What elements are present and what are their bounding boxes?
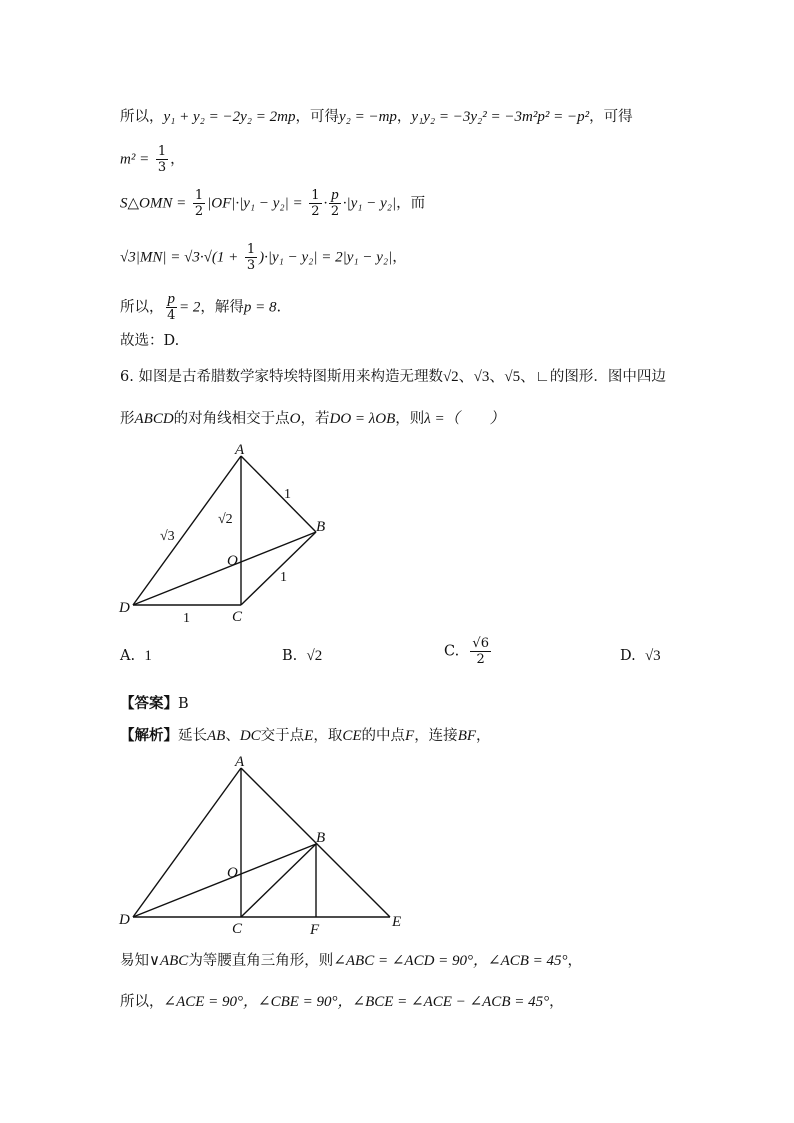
label-a: A xyxy=(235,754,245,770)
option-d[interactable]: D. √3 xyxy=(620,648,661,664)
edge-label-bc: 1 xyxy=(280,570,287,585)
label-o: O xyxy=(227,553,238,569)
fraction: $\frac{√6}{2}$ xyxy=(472,636,489,667)
solution-line-1: 所以，y₁ + y₂ = −2y₂ = 2mp，可得y₂ = −mp，y₁y₂ = −3y₂² = −3m²p² = −p²，可得 xyxy=(120,109,633,125)
diagonal-db xyxy=(133,532,316,605)
edge-label-ac: √2 xyxy=(218,512,233,527)
fraction: $\frac{p}{2}$ xyxy=(330,187,340,219)
edge-ae xyxy=(241,768,390,917)
solution-line-2: m² = $\frac{1}{3}$ ， xyxy=(120,144,185,175)
question-6-line-1: 6. 如图是古希腊数学家特埃特图斯用来构造无理数√2、√3、√5、∟的图形．图中四边 xyxy=(120,369,666,385)
fraction: $\frac{1}{2}$ xyxy=(311,188,320,219)
label-o: O xyxy=(227,865,238,881)
edge-ad xyxy=(133,768,241,917)
edge-label-dc: 1 xyxy=(183,611,190,626)
label-c: C xyxy=(232,609,243,625)
label-c: C xyxy=(232,921,243,937)
analysis-line: 【解析】延长AB、DC交于点E，取CE的中点F，连接BF， xyxy=(120,727,491,744)
edge-bc xyxy=(241,532,316,605)
option-a[interactable]: A. 1 xyxy=(120,648,152,664)
option-c[interactable]: C. $\frac{√6}{2}$ xyxy=(444,636,489,667)
edge-db xyxy=(133,844,316,917)
fraction: $\frac{1}{3}$ xyxy=(157,144,167,175)
fraction: $\frac{1}{3}$ xyxy=(246,242,256,273)
solution-line-3: S△OMN = $\frac{1}{2}$ |OF|·|y₁ − y₂| = $\frac{1}{2}$ · $\frac{p}{2}$ ·|y₁ − y₂|，而 xyxy=(120,187,426,219)
conclusion-line-2: 所以，∠ACE = 90°，∠CBE = 90°，∠BCE = ∠ACE − ∠ACB = 45°， xyxy=(120,994,564,1010)
edge-ab xyxy=(241,456,316,532)
edge-bc xyxy=(241,844,316,917)
edge-ad xyxy=(133,456,241,605)
solution-line-6: 故选：D. xyxy=(120,333,180,349)
label-e: E xyxy=(392,914,402,930)
option-b[interactable]: B. √2 xyxy=(282,648,323,664)
fraction: $\frac{1}{2}$ xyxy=(194,188,204,219)
label-a: A xyxy=(235,442,245,458)
question-6-line-2: 形ABCD的对角线相交于点O，若DO = λOB，则λ =（ ） xyxy=(120,411,505,427)
edge-label-ad: √3 xyxy=(160,529,175,544)
label-b: B xyxy=(316,830,326,846)
label-f: F xyxy=(310,922,320,938)
label-d: D xyxy=(119,600,130,616)
label-b: B xyxy=(316,519,326,535)
conclusion-line-1: 易知∨ABC为等腰直角三角形，则∠ABC = ∠ACD = 90°，∠ACB = 45°， xyxy=(120,953,583,969)
label-d: D xyxy=(119,912,130,928)
solution-line-5: 所以， $\frac{p}{4}$ = 2，解得p = 8. xyxy=(120,291,282,323)
fraction: $\frac{p}{4}$ xyxy=(167,291,176,323)
edge-label-ab: 1 xyxy=(284,487,291,502)
solution-line-4: √3|MN| = √3·√(1 + $\frac{1}{3}$ )·|y₁ − y₂| = 2|y₁ − y₂|， xyxy=(120,242,407,273)
answer-line: 【答案】B xyxy=(120,695,189,712)
